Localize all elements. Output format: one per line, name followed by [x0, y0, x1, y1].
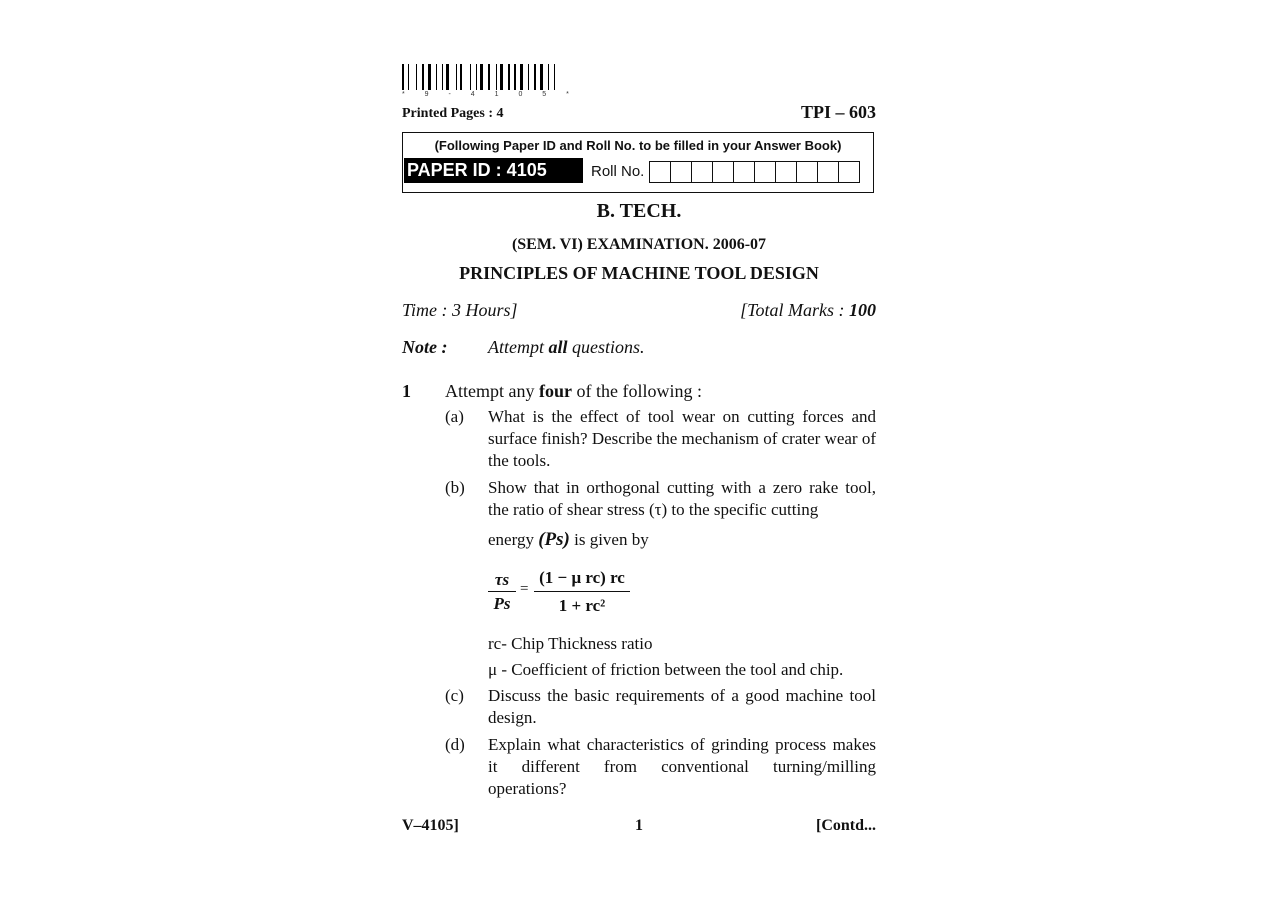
roll-box [712, 161, 734, 183]
part-a-label: (a) [445, 407, 464, 426]
paper-id-box [402, 132, 874, 193]
paper-id-label: PAPER ID : 4105 [404, 158, 583, 183]
roll-box [670, 161, 692, 183]
def-rc: rc- Chip Thickness ratio [488, 634, 653, 653]
footer-contd: [Contd... [815, 817, 876, 834]
part-b-label: (b) [445, 478, 465, 497]
footer-code: V–4105] [402, 817, 459, 834]
degree-title: B. TECH. [596, 200, 682, 222]
question-number: 1 [402, 381, 411, 401]
barcode-image [402, 64, 592, 90]
part-b-text: Show that in orthogonal cutting with a zero rake tool, the ratio of shear stress (τ) to the specific cutting [488, 478, 876, 519]
subject-title: PRINCIPLES OF MACHINE TOOL DESIGN [459, 263, 819, 283]
part-c-label: (c) [445, 686, 464, 705]
formula-lhs-bar [488, 591, 516, 592]
formula-equals: = [520, 581, 529, 597]
page-number: 1 [635, 817, 643, 834]
formula-lhs-den: Ps [493, 594, 511, 613]
part-c-text: Discuss the basic requirements of a good machine tool design. [488, 686, 876, 727]
roll-box [691, 161, 713, 183]
id-box-note: (Following Paper ID and Roll No. to be filled in your Answer Book) [434, 138, 842, 153]
roll-box [733, 161, 755, 183]
roll-box [754, 161, 776, 183]
roll-no-label: Roll No. [591, 163, 645, 180]
time-label: Time : 3 Hours] [402, 300, 518, 320]
roll-no-boxes [650, 161, 860, 183]
note-text: Attempt all questions. [488, 337, 645, 357]
part-b-energy: energy (Ps) is given by [488, 529, 649, 550]
formula-lhs-num: τs [494, 570, 510, 589]
printed-pages: Printed Pages : 4 [402, 106, 504, 121]
roll-box [649, 161, 671, 183]
exam-title: (SEM. VI) EXAMINATION. 2006-07 [511, 236, 767, 253]
part-a-text: What is the effect of tool wear on cutting forces and surface finish? Describe the mechanism of crater wear of the tools. [488, 407, 876, 470]
roll-box [775, 161, 797, 183]
formula-rhs-num: (1 − μ rc) rc [539, 568, 625, 587]
paper-code: TPI – 603 [800, 102, 876, 122]
barcode-digits: * 9 - 4 1 0 5 * [402, 91, 578, 98]
formula-rhs-den: 1 + rc² [558, 596, 606, 615]
formula-rhs-bar [534, 591, 630, 592]
roll-box [817, 161, 839, 183]
question-intro: Attempt any four of the following : [445, 381, 702, 401]
roll-box [796, 161, 818, 183]
roll-box [838, 161, 860, 183]
def-mu: μ - Coefficient of friction between the tool and chip. [488, 660, 844, 679]
note-label: Note : [402, 337, 448, 357]
total-marks: [Total Marks : 100 [740, 300, 876, 320]
part-d-text: Explain what characteristics of grinding process makes it different from conventional turning/milling operations? [488, 735, 876, 798]
part-d-label: (d) [445, 735, 465, 754]
